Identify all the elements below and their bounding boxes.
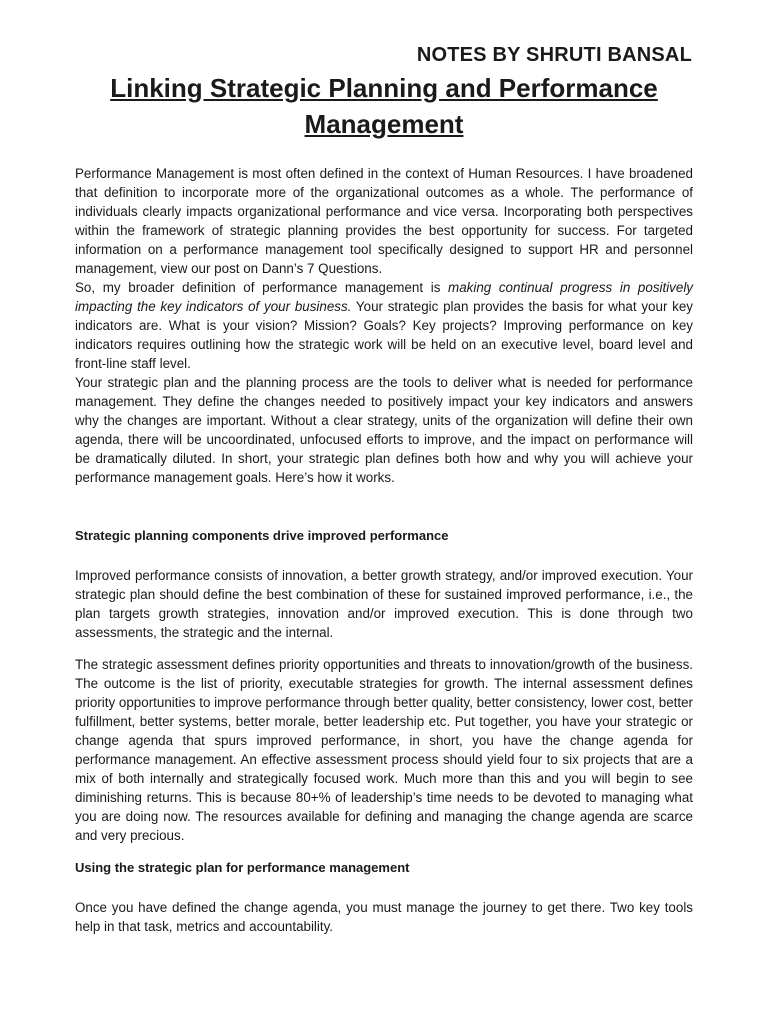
paragraph-2-emphasis: making continual progress in positively impacting the key indicators of your business. xyxy=(75,280,693,314)
paragraph-1: Performance Management is most often defined in the context of Human Resources. I have broadened that definition to incorporate more of the organizational outcomes as a whole. The performance of individuals clearly impacts organizational performance and vice versa. Incorporating both perspectives within the framework of strategic planning provides the best opportunity for success. For targeted information on a performance management tool specifically designed to support HR and personnel management, view our post on Dann’s 7 Questions. xyxy=(75,166,693,276)
paragraph-2-end: Your strategic plan provides the basis for what your key indicators are. What is your vision? Mission? Goals? Key projects? Improving performance on key indicators requires outlining how the strategic work will be held on an executive level, board level and front-line staff level. xyxy=(75,299,693,371)
section-heading-2: Using the strategic plan for performance management xyxy=(75,860,410,875)
paragraph-6: Once you have defined the change agenda, you must manage the journey to get there. Two key tools help in that task, metrics and accountability. xyxy=(75,900,693,934)
paragraph-2 xyxy=(75,278,693,373)
document-body xyxy=(75,164,693,936)
header-note: NOTES BY SHRUTI BANSAL xyxy=(416,44,692,66)
section-heading-1: Strategic planning components drive improved performance xyxy=(75,528,449,543)
paragraph-4: Improved performance consists of innovation, a better growth strategy, and/or improved execution. Your strategic plan should define the best combination of these for sustained improved performance, i.e., the plan targets growth strategies, innovation and/or improved execution. This is done through two assessments, the strategic and the internal. xyxy=(75,568,693,640)
paragraph-2-start: So, my broader definition of performance management is xyxy=(75,280,449,295)
document-title: Linking Strategic Planning and Performance Management xyxy=(110,73,658,139)
paragraph-5: The strategic assessment defines priority opportunities and threats to innovation/growth of the business. The outcome is the list of priority, executable strategies for growth. The internal assessment defines priority opportunities to improve performance through better quality, better consistency, lower cost, better fulfillment, better systems, better morale, better leadership etc. Put together, you have your strategic or change agenda that spurs improved performance, in short, you have the change agenda for performance management. An effective assessment process should yield four to six projects that are a mix of both internally and strategically focused work. Much more than this and you will begin to see diminishing returns. This is because 80+% of leadership’s time needs to be devoted to managing what you are doing now. The resources available for defining and managing the change agenda are scarce and very precious. xyxy=(75,657,694,843)
paragraph-3: Your strategic plan and the planning process are the tools to deliver what is needed for performance management. They define the changes needed to positively impact your key indicators and answers why the changes are important. Without a clear strategy, units of the organization will define their own agenda, there will be uncoordinated, unfocused efforts to improve, and the impact on performance will be dramatically diluted. In short, your strategic plan defines both how and why you will achieve your performance management goals. Here’s how it works. xyxy=(75,375,693,485)
